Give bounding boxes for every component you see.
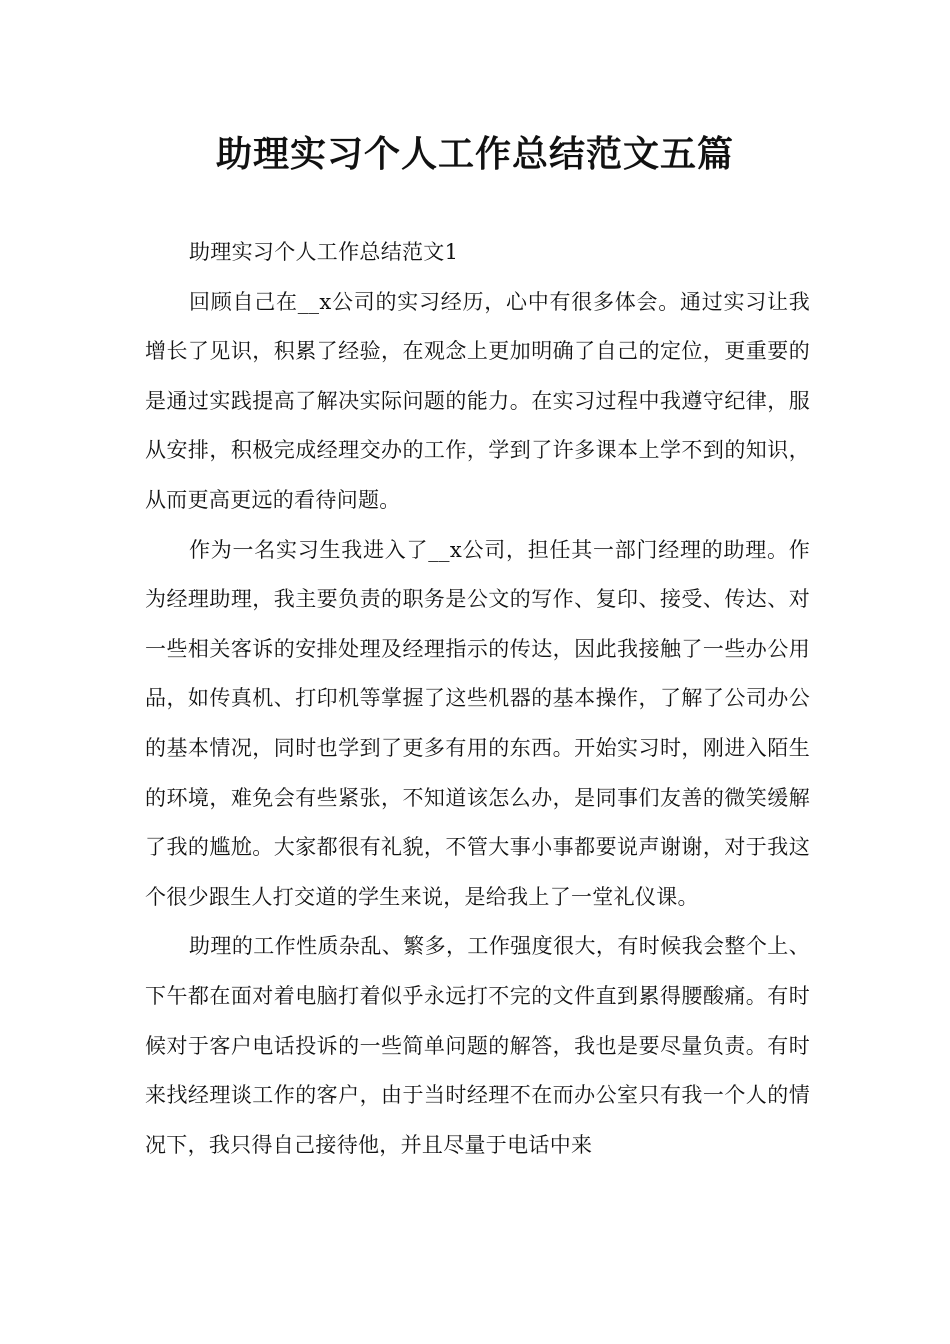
document-title: 助理实习个人工作总结范文五篇 [215,133,734,175]
paragraph-1: 回顾自己在__x公司的实习经历，心中有很多体会。通过实习让我增长了见识，积累了经验，在观念上更加明确了自己的定位，更重要的是通过实践提高了解决实际问题的能力。在实习过程中我遵守纪律，服从安排，积极完成经理交办的工作，学到了许多课本上学不到的知识，从而更高更远的看待问题。 [145,289,810,512]
document-body [145,228,810,1170]
section-heading: 助理实习个人工作总结范文1 [189,240,459,264]
paragraph-3: 助理的工作性质杂乱、繁多，工作强度很大，有时候我会整个上、下午都在面对着电脑打着似乎永远打不完的文件直到累得腰酸痛。有时候对于客户电话投诉的一些简单问题的解答，我也是要尽量负责。有时来找经理谈工作的客户，由于当时经理不在而办公室只有我一个人的情况下，我只得自己接待他，并且尽量于电话中来 [145,934,810,1157]
paragraph-2: 作为一名实习生我进入了__x公司，担任其一部门经理的助理。作为经理助理，我主要负责的职务是公文的写作、复印、接受、传达、对一些相关客诉的安排处理及经理指示的传达，因此我接触了一些办公用品，如传真机、打印机等掌握了这些机器的基本操作，了解了公司办公的基本情况，同时也学到了更多有用的东西。开始实习时，刚进入陌生的环境，难免会有些紧张，不知道该怎么办，是同事们友善的微笑缓解了我的尴尬。大家都很有礼貌，不管大事小事都要说声谢谢，对于我这个很少跟生人打交道的学生来说，是给我上了一堂礼仪课。 [145,537,810,909]
